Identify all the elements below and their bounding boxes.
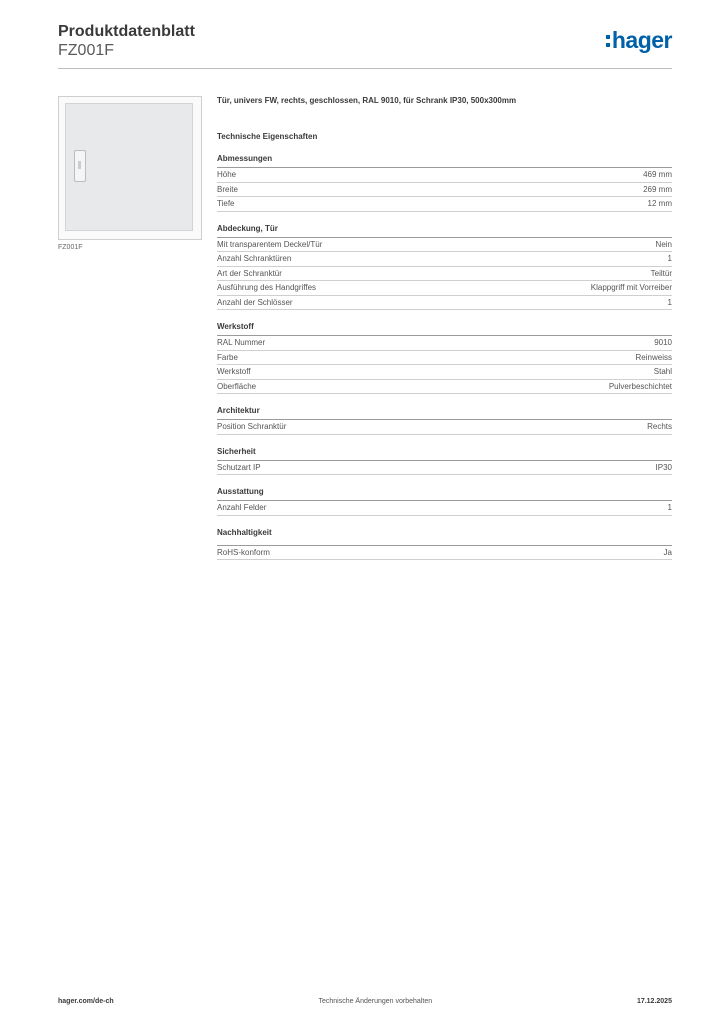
property-label: Anzahl der Schlösser [217, 297, 293, 307]
property-label: RAL Nummer [217, 338, 266, 347]
property-value: 269 mm [643, 184, 672, 194]
property-label: Oberfläche [217, 381, 257, 391]
property-row [217, 252, 672, 267]
property-value: Nein [655, 239, 672, 249]
section-abmessungen [217, 154, 672, 212]
property-row [217, 351, 672, 366]
door-handle-icon [74, 150, 86, 182]
property-row [217, 168, 672, 183]
property-value: Klappgriff mit Vorreiber [590, 283, 672, 292]
property-label: Werkstoff [217, 367, 251, 376]
property-label: Anzahl Schranktüren [217, 254, 292, 263]
section-title: Architektur [217, 406, 672, 420]
property-value: Reinweiss [635, 352, 672, 362]
product-code: FZ001F [58, 42, 115, 59]
property-row [217, 461, 672, 476]
property-value: 9010 [654, 338, 672, 347]
section-title: Abdeckung, Tür [217, 224, 672, 238]
property-label: Mit transparentem Deckel/Tür [217, 239, 323, 249]
property-label: Art der Schranktür [217, 268, 282, 278]
footer-date: 17.12.2025 [636, 998, 672, 1005]
hager-logo [606, 28, 672, 52]
property-row [217, 365, 672, 380]
property-value: Pulverbeschichtet [608, 381, 672, 391]
section-sicherheit [217, 447, 672, 476]
section-architektur [217, 406, 672, 435]
property-row [217, 336, 672, 351]
section-title: Ausstattung [217, 487, 672, 501]
property-row [217, 281, 672, 296]
property-label: Tiefe [217, 199, 235, 208]
section-abdeckung-tuer [217, 224, 672, 311]
footer-note: Technische Änderungen vorbehalten [318, 998, 433, 1005]
property-row [217, 296, 672, 311]
document-footer [58, 998, 672, 1005]
section-title: Sicherheit [217, 447, 672, 461]
property-label: Höhe [217, 170, 237, 179]
property-value: 1 [667, 254, 672, 263]
footer-website: hager.com/de-ch [58, 998, 114, 1005]
property-row [217, 380, 672, 395]
property-value: Ja [663, 547, 672, 557]
property-value: IP30 [655, 462, 672, 472]
product-description: Tür, univers FW, rechts, geschlossen, RAL 9010, für Schrank IP30, 500x300mm [217, 96, 517, 105]
product-image [58, 96, 202, 240]
property-value: Teiltür [650, 268, 672, 278]
property-row [217, 197, 672, 212]
property-value: 12 mm [647, 199, 672, 208]
property-row [217, 267, 672, 282]
property-value: 1 [667, 297, 672, 307]
property-label: Schutzart IP [217, 462, 261, 472]
property-row [217, 183, 672, 198]
property-label: Position Schranktür [217, 422, 287, 431]
section-title: Nachhaltigkeit [217, 528, 672, 546]
property-value: Stahl [653, 367, 672, 376]
property-label: Anzahl Felder [217, 503, 267, 512]
property-value: Rechts [647, 422, 672, 431]
header-divider [58, 68, 672, 69]
section-title: Werkstoff [217, 322, 672, 336]
section-werkstoff [217, 322, 672, 394]
product-image-caption: FZ001F [58, 244, 83, 251]
property-row [217, 546, 672, 561]
document-title: Produktdatenblatt [58, 23, 195, 40]
logo-mark-icon [606, 35, 610, 47]
logo-text: hager [611, 27, 672, 53]
section-title: Abmessungen [217, 154, 672, 168]
property-label: Farbe [217, 352, 238, 362]
property-row [217, 420, 672, 435]
property-label: RoHS-konform [217, 547, 270, 557]
property-value: 1 [667, 503, 672, 512]
section-ausstattung [217, 487, 672, 516]
property-row [217, 501, 672, 516]
door-panel-illustration [65, 103, 193, 231]
property-row [217, 238, 672, 253]
property-label: Breite [217, 184, 238, 194]
technical-properties-heading: Technische Eigenschaften [217, 132, 318, 141]
document-header [58, 22, 195, 60]
property-label: Ausführung des Handgriffes [217, 283, 317, 292]
property-value: 469 mm [643, 170, 672, 179]
section-nachhaltigkeit [217, 528, 672, 561]
product-details [217, 96, 672, 560]
